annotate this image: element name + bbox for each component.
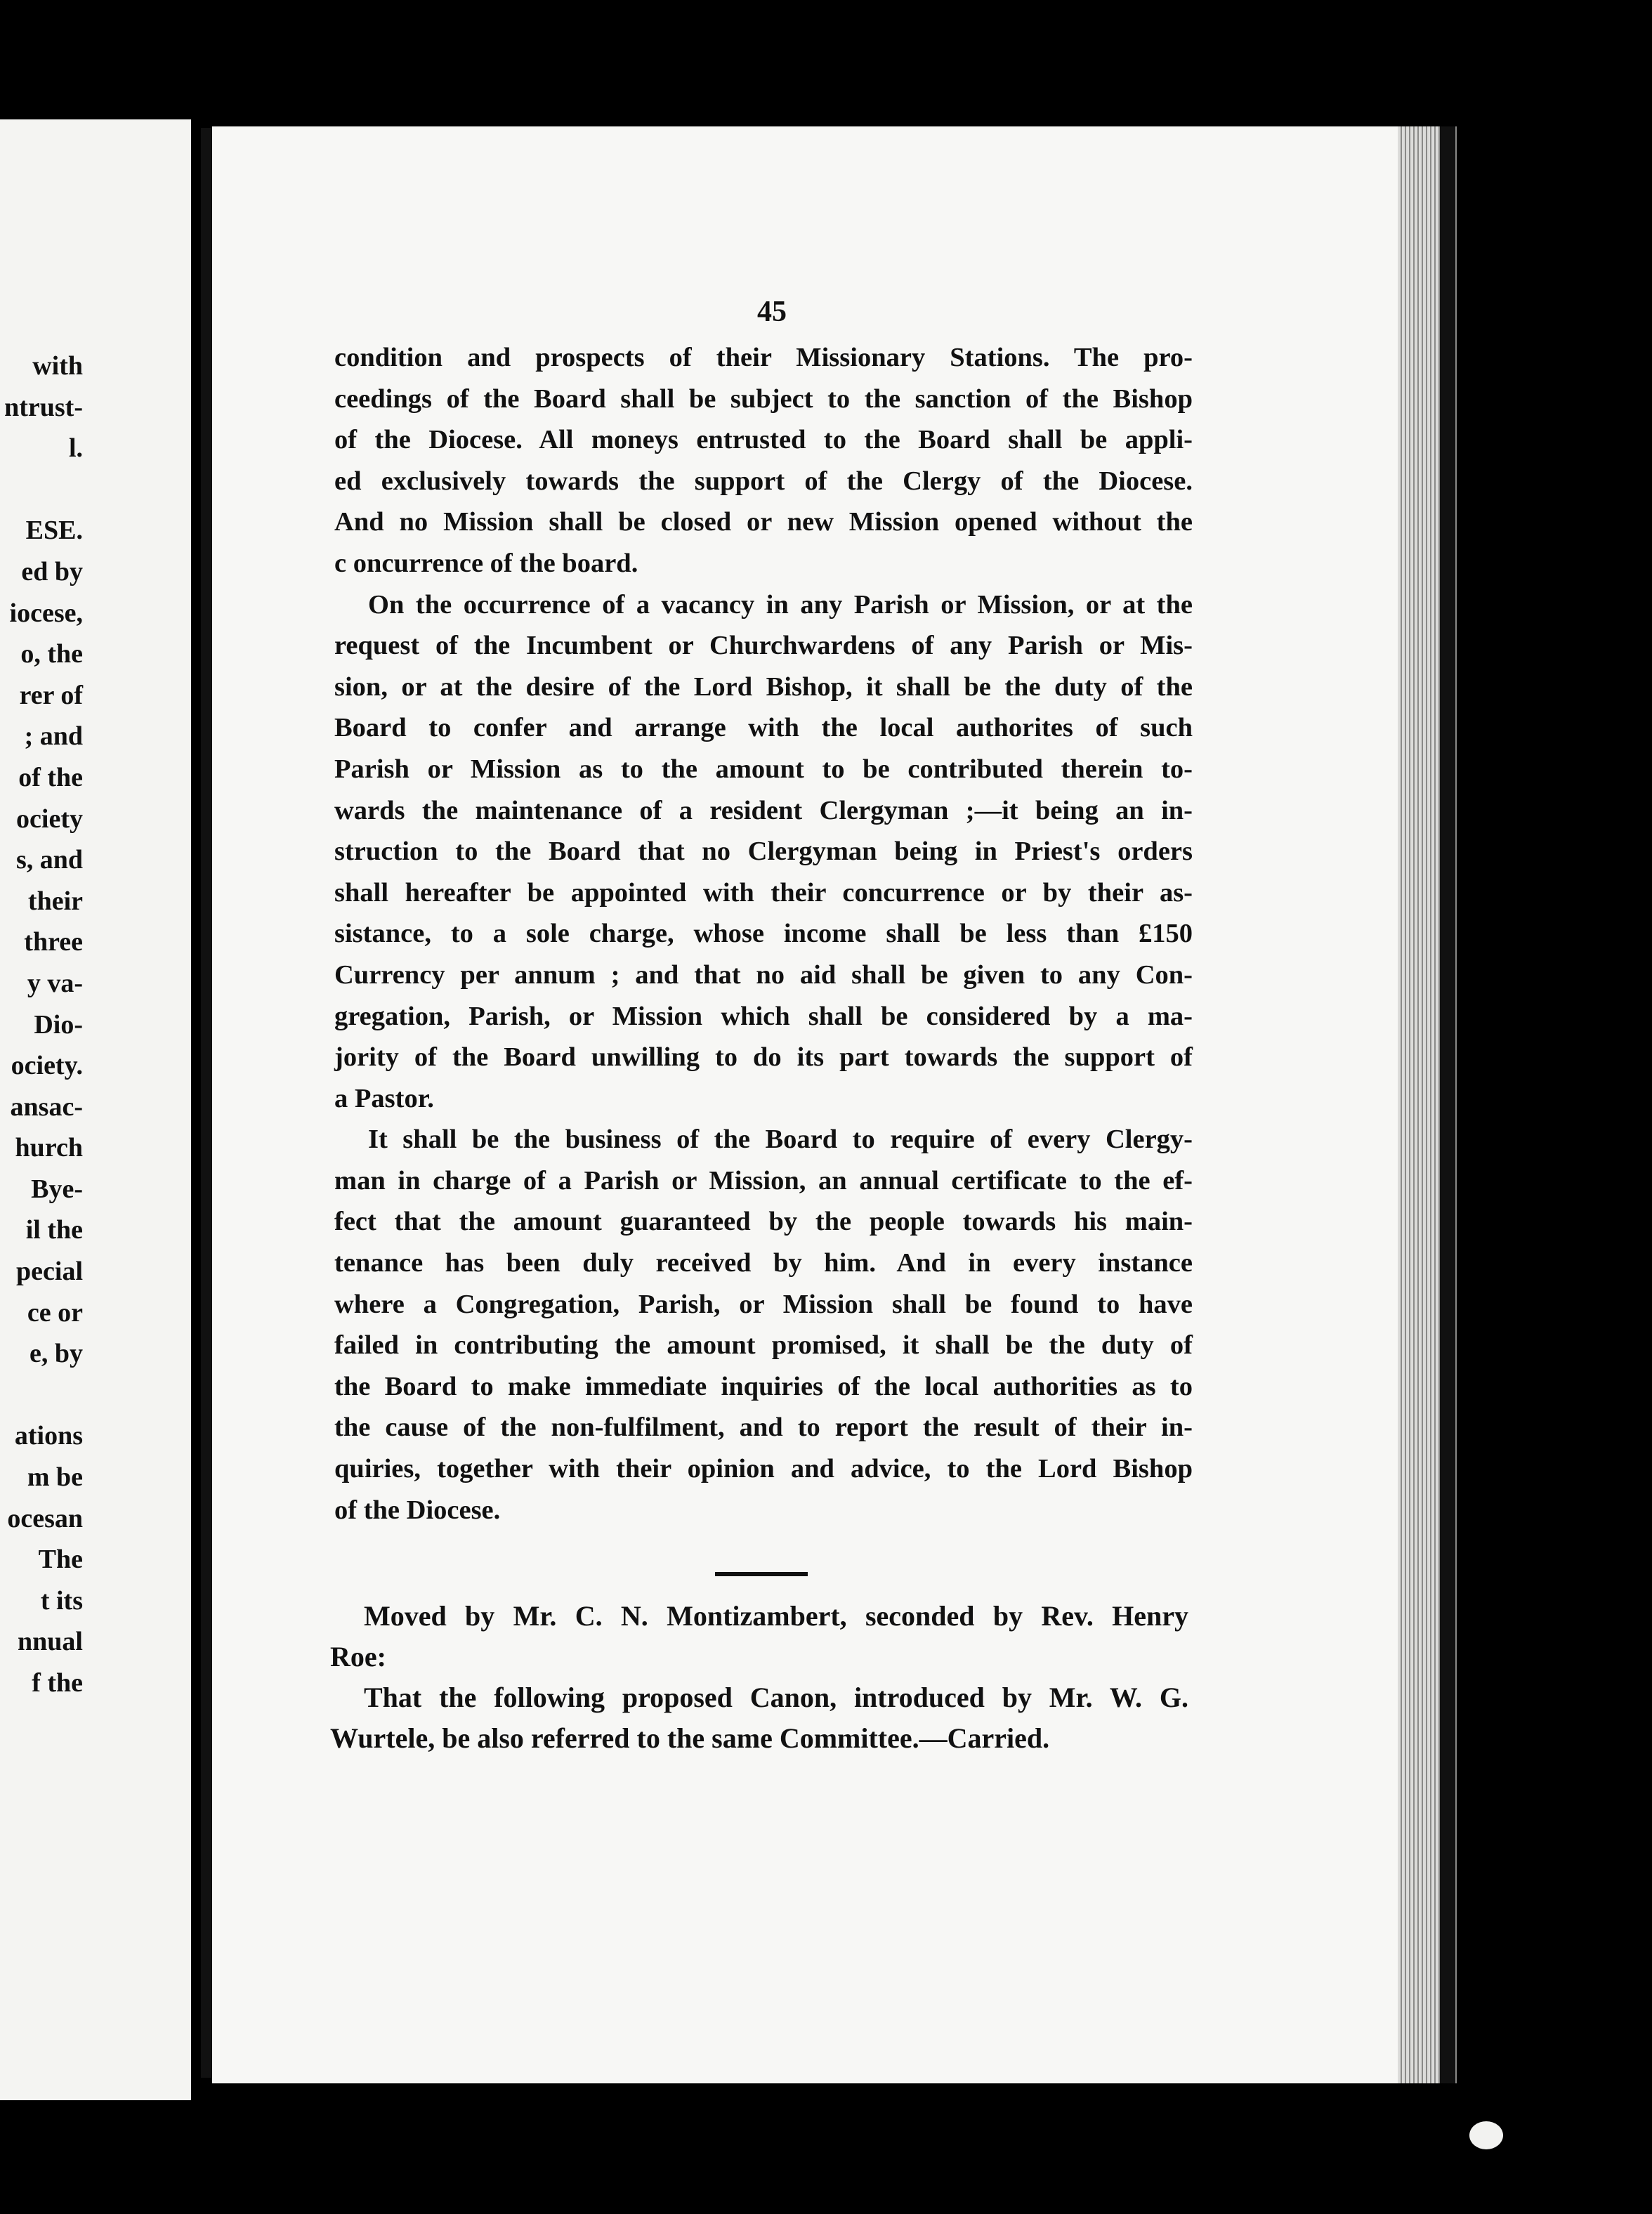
text-line: fect that the amount guaranteed by the people towards his main- — [334, 1207, 1193, 1237]
left-fragment-line: ansac- — [10, 1092, 83, 1122]
text-line: sistance, to a sole charge, whose income shall be less than £150 — [334, 919, 1193, 949]
text-line: quiries, together with their opinion and advice, to the Lord Bishop — [334, 1454, 1193, 1484]
page-body — [334, 337, 1193, 1531]
left-fragment-line: ociety. — [11, 1051, 83, 1081]
section-divider-rule — [715, 1572, 808, 1576]
left-fragment-line: iocese, — [9, 598, 83, 628]
text-line: Parish or Mission as to the amount to be contributed therein to- — [334, 754, 1193, 784]
text-line: a Pastor. — [334, 1083, 434, 1113]
left-fragment-line: t its — [40, 1585, 83, 1616]
left-fragment-line: ed by — [21, 556, 83, 587]
text-line: the cause of the non-fulfilment, and to report the result of their in- — [334, 1413, 1193, 1443]
text-line: sion, or at the desire of the Lord Bishop, it shall be the duty of the — [334, 672, 1193, 702]
text-line: Wurtele, be also referred to the same Committee.—Carried. — [330, 1722, 1050, 1754]
left-fragment-line: m be — [27, 1462, 83, 1493]
text-line: the Board to make immediate inquiries of the local authorities as to — [334, 1371, 1193, 1401]
left-fragment-line: e, by — [29, 1339, 83, 1369]
text-line: where a Congregation, Parish, or Mission shall be found to have — [334, 1289, 1193, 1319]
left-fragment-line: ESE. — [25, 516, 83, 546]
left-fragment-line: ations — [14, 1421, 83, 1451]
left-fragment-line: Bye- — [31, 1174, 83, 1204]
text-line: It shall be the business of the Board to require of every Clergy- — [368, 1125, 1193, 1155]
text-line: failed in contributing the amount promised, it shall be the duty of — [334, 1330, 1193, 1361]
left-fragment-line: three — [24, 927, 83, 957]
text-line: wards the maintenance of a resident Clergyman ;—it being an in- — [334, 795, 1193, 825]
resolution-statement — [330, 1677, 1188, 1759]
text-line: of the Diocese. — [334, 1495, 501, 1525]
left-fragment-line: f the — [32, 1668, 83, 1698]
text-line: On the occurrence of a vacancy in any Parish or Mission, or at the — [368, 589, 1193, 620]
left-fragment-line: rer of — [19, 680, 83, 710]
left-fragment-line: their — [27, 886, 83, 916]
left-fragment-line: with — [32, 351, 83, 381]
left-fragment-line: of the — [18, 762, 83, 792]
left-fragment-line: s, and — [15, 845, 83, 875]
left-fragment-line: l. — [68, 433, 83, 464]
text-line: shall hereafter be appointed with their concurrence or by their as- — [334, 877, 1193, 908]
left-fragment-line: pecial — [16, 1257, 83, 1287]
text-line: ceedings of the Board shall be subject to the sanction of the Bishop — [334, 384, 1193, 414]
text-line: condition and prospects of their Missionary Stations. The pro- — [334, 343, 1193, 372]
left-fragment-line: o, the — [20, 639, 83, 669]
scan-speck — [1469, 2121, 1503, 2149]
motion-block — [330, 1596, 1188, 1759]
motion-statement — [330, 1596, 1188, 1677]
left-fragment-line: ocesan — [7, 1503, 83, 1533]
left-fragment-line — [0, 1375, 83, 1416]
page-number: 45 — [757, 296, 787, 328]
text-line: gregation, Parish, or Mission which shall be considered by a ma- — [334, 1001, 1193, 1031]
text-line: ed exclusively towards the support of the Clergy of the Diocese. — [334, 466, 1193, 496]
text-line: Roe: — [330, 1641, 386, 1672]
text-line: And no Mission shall be closed or new Mission opened without the — [334, 507, 1193, 537]
left-fragment-line: nnual — [18, 1627, 83, 1657]
text-line: struction to the Board that no Clergyman being in Priest's orders — [334, 837, 1193, 867]
left-page-text-fragments — [0, 346, 83, 1704]
paragraph-1 — [334, 337, 1193, 584]
text-line: jority of the Board unwilling to do its part towards the support of — [334, 1042, 1193, 1073]
left-fragment-line: y va- — [27, 968, 83, 998]
book-gutter — [201, 128, 212, 2078]
paragraph-2 — [334, 584, 1193, 1120]
paragraph-3 — [334, 1119, 1193, 1531]
text-line: tenance has been duly received by him. And in every instance — [334, 1248, 1193, 1278]
text-line: request of the Incumbent or Churchwardens of any Parish or Mis- — [334, 631, 1193, 661]
book-cover-edge — [1440, 126, 1455, 2083]
left-fragment-line: il the — [25, 1215, 83, 1245]
left-fragment-line: ; and — [24, 721, 83, 752]
left-fragment-line: The — [38, 1545, 83, 1575]
text-line: c oncurrence of the board. — [334, 548, 638, 578]
left-fragment-line — [0, 469, 83, 511]
text-line: of the Diocese. All moneys entrusted to the Board shall be appli- — [334, 425, 1193, 455]
text-line: Board to confer and arrange with the local authorites of such — [334, 713, 1193, 743]
left-fragment-line: ce or — [27, 1297, 83, 1328]
text-line: Currency per annum ; and that no aid shall be given to any Con- — [334, 959, 1193, 990]
left-fragment-line: ociety — [16, 804, 83, 834]
left-fragment-line: ntrust- — [4, 392, 83, 422]
text-line: Moved by Mr. C. N. Montizambert, seconded by Rev. Henry — [364, 1600, 1188, 1632]
text-line: That the following proposed Canon, introduced by Mr. W. G. — [364, 1682, 1188, 1713]
left-fragment-line: hurch — [15, 1133, 83, 1163]
text-line: man in charge of a Parish or Mission, an annual certificate to the ef- — [334, 1165, 1193, 1196]
left-facing-page — [0, 119, 191, 2100]
left-fragment-line: Dio- — [34, 1009, 83, 1040]
